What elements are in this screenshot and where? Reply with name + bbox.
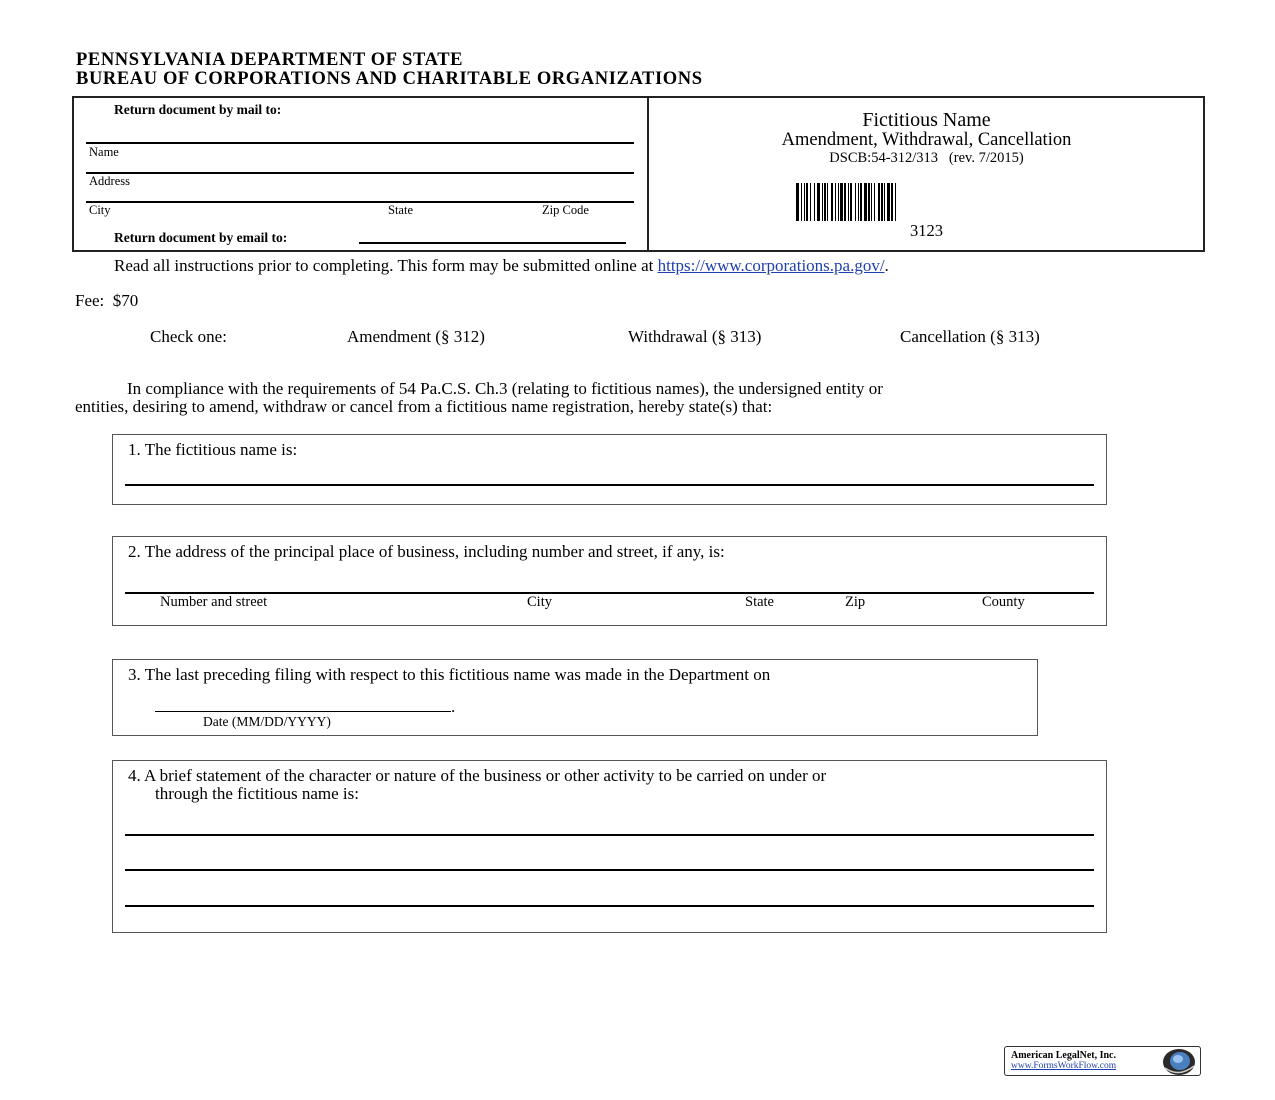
form-subtitle: Amendment, Withdrawal, Cancellation [781,130,1072,150]
option-cancellation[interactable]: Cancellation (§ 313) [900,327,1040,346]
zip-label-2: Zip [845,594,866,610]
item-1-text: 1. The fictitious name is: [128,440,298,459]
zip-code-label: Zip Code [542,203,589,217]
item-2-text: 2. The address of the principal place of business, including number and street, if any, is: [128,542,725,561]
statement-line-2[interactable] [125,869,1094,871]
barcode-segment [896,183,899,221]
date-period: . [451,697,456,716]
name-line[interactable] [86,142,634,144]
mail-label: Return document by mail to: [114,102,282,117]
barcode [796,183,1054,221]
address-label: Address [89,174,130,188]
statement-line-3[interactable] [125,905,1094,907]
email-label: Return document by email to: [114,230,288,245]
fictitious-name-line[interactable] [125,484,1094,486]
address-line[interactable] [86,172,634,174]
fee: Fee: $70 [75,291,139,310]
barcode-number: 3123 [910,221,943,240]
option-withdrawal[interactable]: Withdrawal (§ 313) [628,327,762,346]
name-label: Name [89,145,119,159]
compliance-line-1: In compliance with the requirements of 54 Pa.C.S. Ch.3 (relating to fictitious names), the undersigned entity or [127,379,883,398]
bureau-title: BUREAU OF CORPORATIONS AND CHARITABLE ORGANIZATIONS [76,69,703,89]
compliance-line-2: entities, desiring to amend, withdraw or cancel from a fictitious name registration, hereby state(s) that: [75,397,773,416]
state-label-2: State [745,594,774,610]
item-3-text: 3. The last preceding filing with respect to this fictitious name was made in the Department on [128,665,771,684]
option-amendment[interactable]: Amendment (§ 312) [347,327,485,346]
statement-line-1[interactable] [125,834,1094,836]
city-label-2: City [527,594,552,610]
company-name: American LegalNet, Inc. [1011,1050,1116,1061]
number-street-label: Number and street [160,594,268,610]
instructions [114,256,889,276]
city-label: City [89,203,111,217]
form-code: DSCB:54-312/313 (rev. 7/2015) [829,150,1024,166]
date-label: Date (MM/DD/YYYY) [203,714,331,729]
instructions-period: . [884,256,889,275]
instructions-text: Read all instructions prior to completing. This form may be submitted online at [114,256,654,275]
county-label: County [982,594,1025,610]
department-title: PENNSYLVANIA DEPARTMENT OF STATE [76,50,464,70]
company-url[interactable]: www.FormsWorkFlow.com [1011,1061,1117,1071]
form-title: Fictitious Name [862,109,991,131]
address-entry-line[interactable] [125,592,1094,594]
check-one-label: Check one: [150,327,227,346]
item-4-line-2: through the fictitious name is: [155,784,359,803]
corporations-link[interactable]: https://www.corporations.pa.gov/ [657,256,885,275]
globe-icon [1161,1048,1197,1076]
american-legalnet-logo [1004,1046,1201,1076]
state-label: State [388,203,413,217]
email-line[interactable] [359,242,626,244]
date-line[interactable] [155,711,451,712]
item-4-line-1: 4. A brief statement of the character or nature of the business or other activity to be carried on under or [128,766,827,785]
